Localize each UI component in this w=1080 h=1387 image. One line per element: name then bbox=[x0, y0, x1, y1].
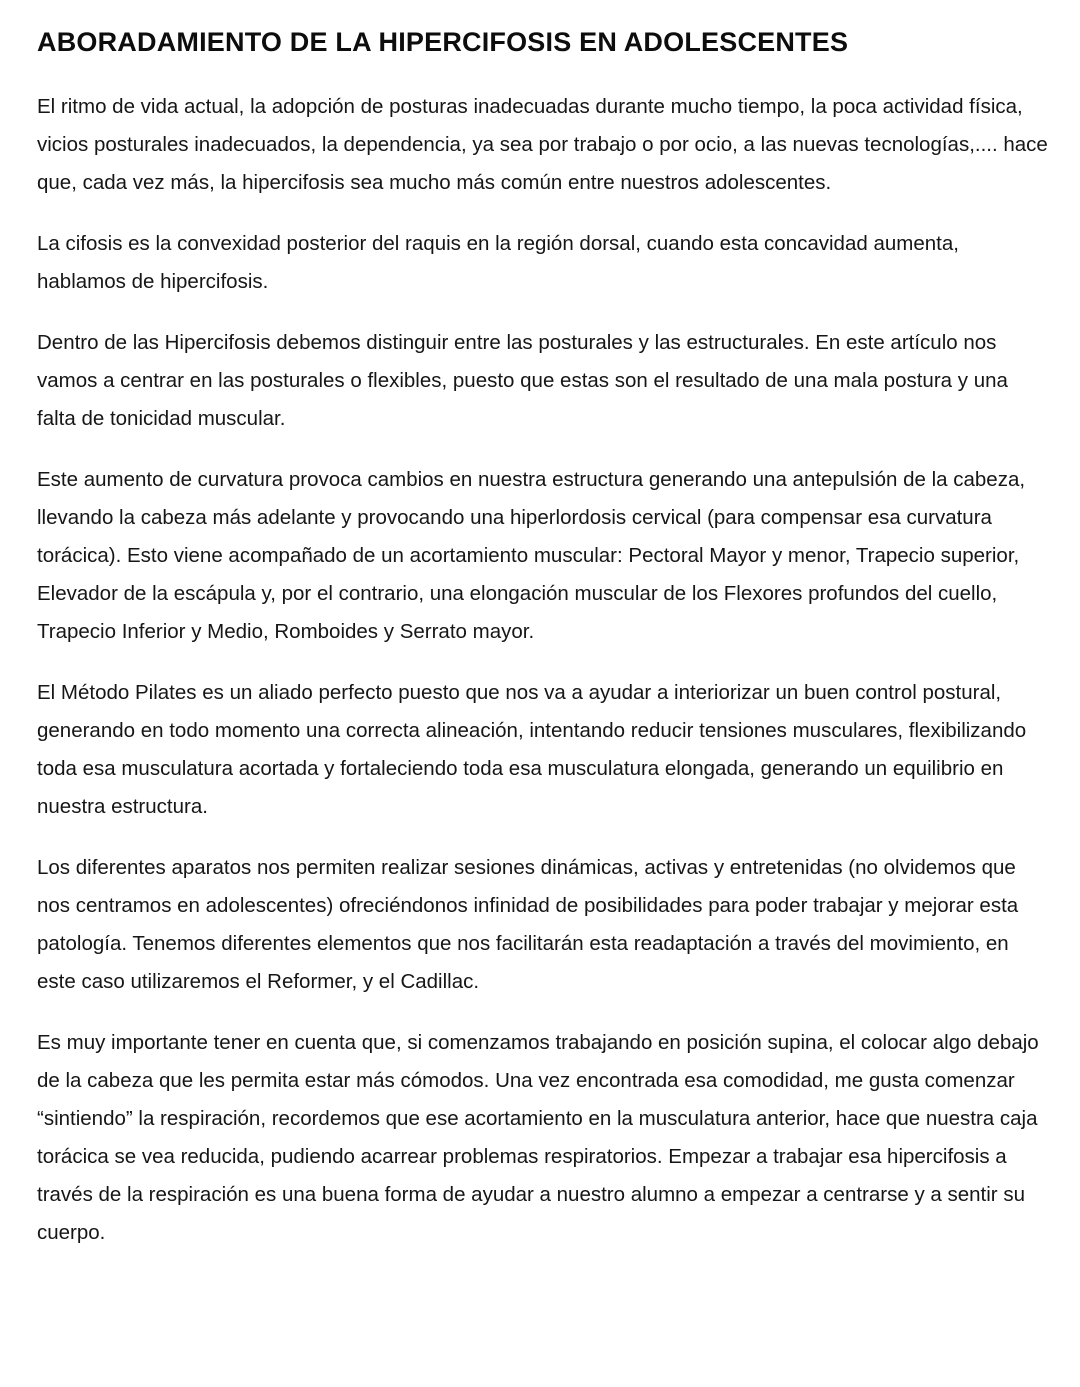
document-body bbox=[37, 88, 1050, 1252]
paragraph: Es muy importante tener en cuenta que, si comenzamos trabajando en posición supina, el colocar algo debajo de la cabeza que les permita estar más cómodos. Una vez encontrada esa comodidad, me gusta comenzar “sintiendo” la respiración, recordemos que ese acortamiento en la musculatura anterior, hace que nuestra caja torácica se vea reducida, pudiendo acarrear problemas respiratorios. Empezar a trabajar esa hipercifosis a través de la respiración es una buena forma de ayudar a nuestro alumno a empezar a centrarse y a sentir su cuerpo. bbox=[37, 1030, 1039, 1244]
paragraph: Los diferentes aparatos nos permiten realizar sesiones dinámicas, activas y entretenidas (no olvidemos que nos centramos en adolescentes) ofreciéndonos infinidad de posibilidades para poder trabajar y mejorar esta patología. Tenemos diferentes elementos que nos facilitarán esta readaptación a través del movimiento, en este caso utilizaremos el Reformer, y el Cadillac. bbox=[37, 855, 1019, 993]
paragraph: Dentro de las Hipercifosis debemos distinguir entre las posturales y las estructurales. En este artículo nos vamos a centrar en las posturales o flexibles, puesto que estas son el resultado de una mala postura y una falta de tonicidad muscular. bbox=[37, 330, 1008, 430]
document-title: ABORADAMIENTO DE LA HIPERCIFOSIS EN ADOLESCENTES bbox=[37, 27, 849, 57]
paragraph: La cifosis es la convexidad posterior del raquis en la región dorsal, cuando esta concavidad aumenta, hablamos de hipercifosis. bbox=[37, 231, 959, 293]
paragraph: El Método Pilates es un aliado perfecto puesto que nos va a ayudar a interiorizar un buen control postural, generando en todo momento una correcta alineación, intentando reducir tensiones musculares, flexibilizando toda esa musculatura acortada y fortaleciendo toda esa musculatura elongada, generando un equilibrio en nuestra estructura. bbox=[37, 680, 1027, 818]
paragraph: Este aumento de curvatura provoca cambios en nuestra estructura generando una antepulsión de la cabeza, llevando la cabeza más adelante y provocando una hiperlordosis cervical (para compensar esa curvatura torácica). Esto viene acompañado de un acortamiento muscular: Pectoral Mayor y menor, Trapecio superior, Elevador de la escápula y, por el contrario, una elongación muscular de los Flexores profundos del cuello, Trapecio Inferior y Medio, Romboides y Serrato mayor. bbox=[37, 467, 1026, 643]
paragraph: El ritmo de vida actual, la adopción de posturas inadecuadas durante mucho tiempo, la poca actividad física, vicios posturales inadecuados, la dependencia, ya sea por trabajo o por ocio, a las nuevas tecnologías,.... hace que, cada vez más, la hipercifosis sea mucho más común entre nuestros adolescentes. bbox=[37, 94, 1048, 194]
